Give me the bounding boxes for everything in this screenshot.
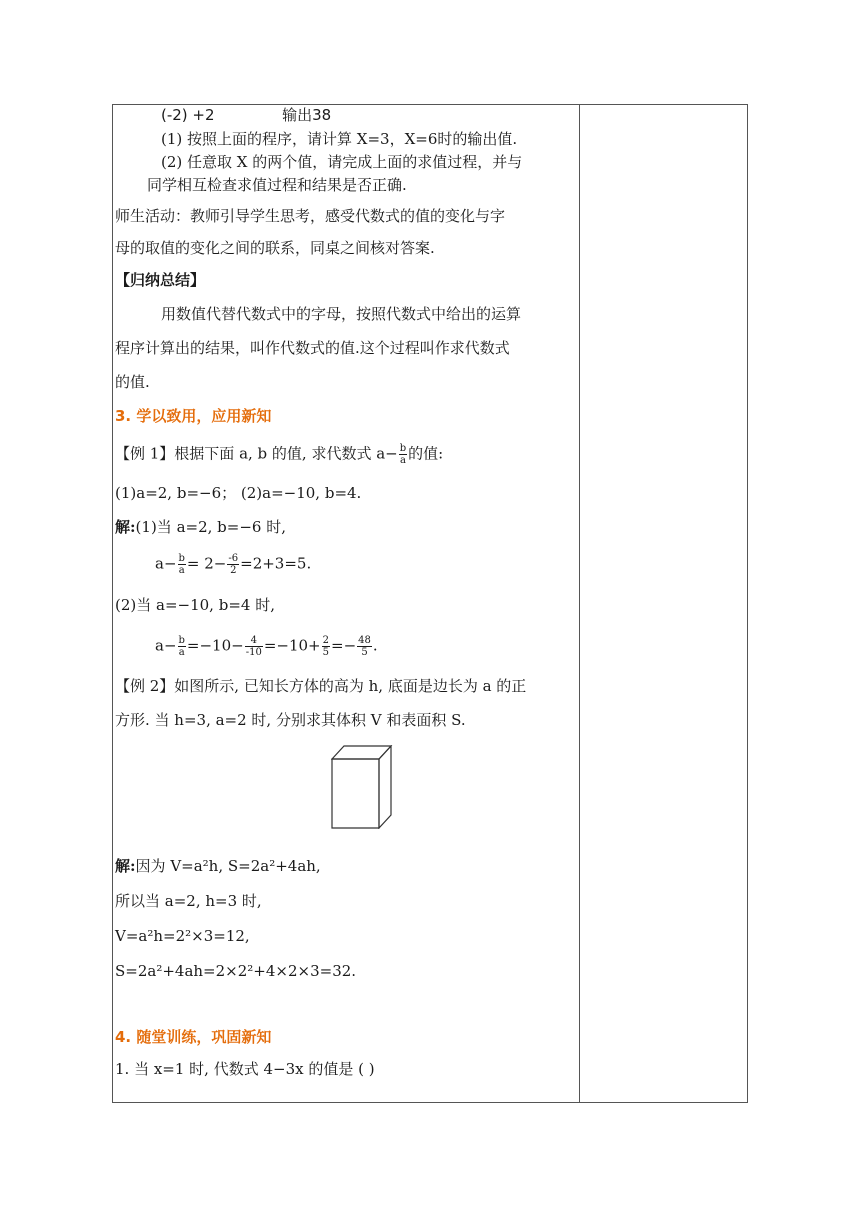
fraction-denominator: a [178,565,185,576]
solution-3-line-4: S=2a²+4ah=2×2²+4×2×3=32. [115,962,357,980]
fraction-denominator: 5 [361,647,368,658]
cuboid-figure [331,745,393,829]
example-1-parts: (1)a=2, b=−6； (2)a=−10, b=4. [115,484,362,502]
solution-1-line [115,517,286,537]
solution-1-equation [155,553,311,576]
eq-part: a− [155,636,177,655]
summary-line-1: 用数值代替代数式中的字母，按照代数式中给出的运算 [161,305,522,323]
question-1: (1) 按照上面的程序，请计算 X=3，X=6时的输出值. [161,130,518,148]
eq-part: = 2− [186,554,227,573]
fraction-minus6-over-2 [227,553,239,576]
solution-1-text: (1)当 a=2, b=−6 时, [135,518,286,536]
eq-part: =−10− [186,636,244,655]
fraction-denominator: 2 [230,565,237,576]
example-1-text: 【例 1】根据下面 a, b 的值, 求代数式 a− [115,444,398,463]
fraction-b-over-a [178,553,186,576]
fraction-numerator: -6 [228,553,239,564]
question-2: (2) 任意取 X 的两个值，请完成上面的求值过程，并与 [161,153,523,171]
fraction-numerator: 2 [322,635,329,646]
fraction-numerator: b [178,635,185,646]
activity-line-2: 母的取值的变化之间的联系，同桌之间核对答案. [115,239,435,257]
example-2-line-2: 方形. 当 h=3, a=2 时, 分别求其体积 V 和表面积 S. [115,711,466,729]
fraction-b-over-a [178,635,186,658]
fraction-numerator: b [178,553,185,564]
fraction-denominator: 5 [322,647,329,658]
fraction-denominator: -10 [245,647,262,658]
activity-line-1: 师生活动：教师引导学生思考，感受代数式的值的变化与字 [115,207,506,225]
fraction-numerator: b [399,443,407,454]
program-line [161,105,331,125]
program-output-text: 输出38 [282,106,332,124]
summary-line-2: 程序计算出的结果，叫作代数式的值.这个过程叫作求代数式 [115,339,510,357]
solution-3-line-2: 所以当 a=2, h=3 时, [115,892,262,910]
question-2-cont: 同学相互检查求值过程和结果是否正确. [147,176,407,194]
eq-part: =− [331,636,357,655]
program-step-text: (-2) +2 [161,106,215,124]
summary-heading: 【归纳总结】 [115,271,206,289]
fraction-denominator: a [399,455,406,466]
example-2-line-1: 【例 2】如图所示, 已知长方体的高为 h, 底面是边长为 a 的正 [115,677,527,695]
fraction-denominator: a [178,647,185,658]
fraction-numerator: 48 [358,635,371,646]
column-divider [579,105,580,1102]
eq-part: . [372,636,378,655]
section-4-heading: 4. 随堂训练，巩固新知 [115,1028,272,1046]
fraction-2-over-5 [322,635,330,658]
solution-3-line-1 [115,856,321,876]
solution-label: 解: [115,857,136,875]
solution-3-line-3: V=a²h=2²×3=12, [115,927,250,945]
eq-part: =−10+ [263,636,321,655]
solution-label: 解: [115,518,136,536]
example-1-line [115,443,443,466]
solution-3-text: 因为 V=a²h, S=2a²+4ah, [135,857,321,875]
summary-line-3: 的值. [115,373,150,391]
fraction-48-over-5 [357,635,372,658]
solution-2-equation [155,635,378,658]
question-line: 1. 当 x=1 时, 代数式 4−3x 的值是 ( ) [115,1060,375,1078]
section-3-heading: 3. 学以致用，应用新知 [115,407,272,425]
fraction-4-over-minus10 [245,635,263,658]
eq-part: a− [155,554,177,573]
solution-2-line: (2)当 a=−10, b=4 时, [115,596,275,614]
fraction-numerator: 4 [245,635,263,647]
content-table [112,104,748,1103]
fraction-b-over-a [399,443,407,466]
example-1-tail: 的值: [408,444,444,463]
eq-part: =2+3=5. [240,554,312,573]
